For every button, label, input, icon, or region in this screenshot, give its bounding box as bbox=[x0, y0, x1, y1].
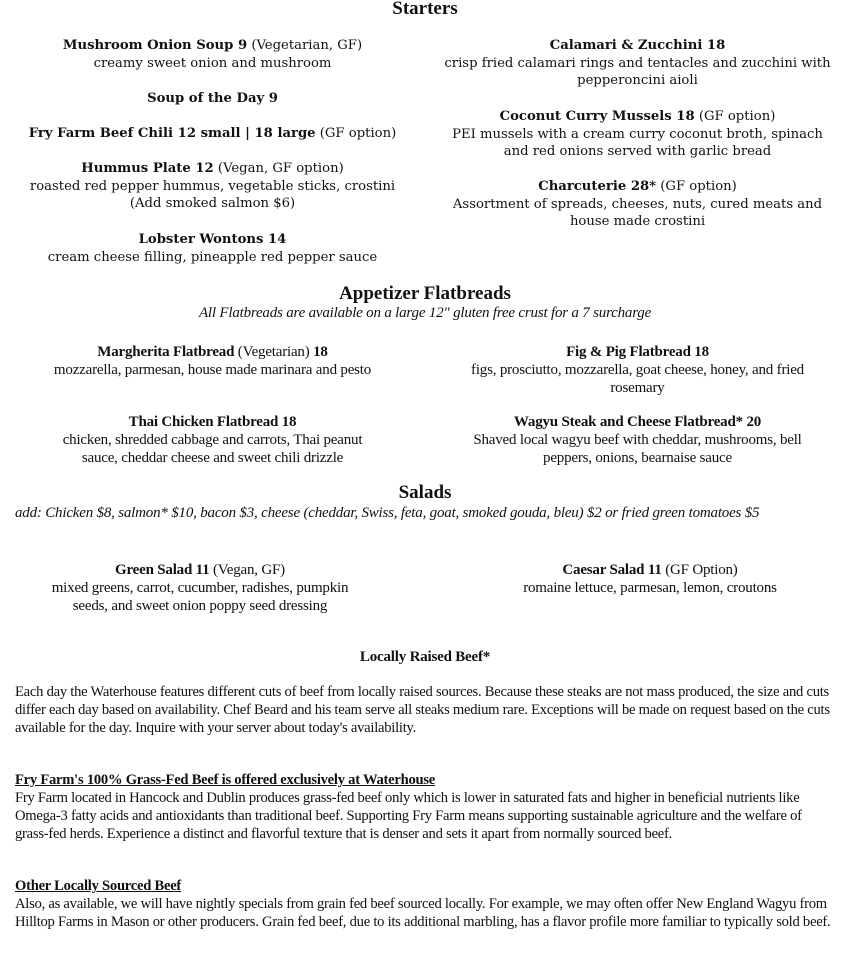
menu-item bbox=[425, 108, 850, 161]
item-desc: figs, prosciutto, mozzarella, goat cheese, honey, and fried bbox=[471, 362, 804, 378]
item-desc: cream cheese filling, pineapple red pepper sauce bbox=[47, 249, 378, 265]
section-title-starters: Starters bbox=[392, 0, 458, 19]
other-beef-body: Also, as available, we will have nightly specials from grain fed beef sourced locally. For example, we may often offer New England Wagyu from Hilltop Farms in Mason or other producers. Grain fed beef, due to its additional marbling, has a flavor profile more familiar to typically sold beef. bbox=[15, 896, 831, 930]
fry-farm-body: Fry Farm located in Hancock and Dublin produces grass-fed beef only which is lower in saturated fats and higher in beneficial nutrients like Omega-3 fatty acids and antioxidants than traditional beef. Supporting Fry Farm means supporting sustainable agriculture and the welfare of grass-fed herds. Experience a distinct and flavorful texture that is denser and sets it apart from normally sourced beef. bbox=[15, 790, 802, 842]
item-tag: (Vegan, GF) bbox=[209, 562, 285, 578]
item-tag: (Vegetarian) bbox=[234, 344, 314, 360]
menu-item bbox=[0, 90, 425, 108]
beef-intro-paragraph: Each day the Waterhouse features different cuts of beef from locally raised sources. Because these steaks are not mass produced, the size and cuts differ each day based on availability. Chef Beard and his team serve all steaks medium rare. Exceptions will be made on request based on the cuts available for the day. Inquire with your server about today's availability. bbox=[15, 684, 830, 736]
item-desc: crisp fried calamari rings and tentacles and zucchini with bbox=[444, 55, 831, 71]
item-name: Charcuterie 28* bbox=[538, 179, 657, 194]
other-beef-block bbox=[15, 877, 835, 931]
item-desc: pepperoncini aioli bbox=[577, 73, 698, 88]
item-desc: house made crostini bbox=[569, 214, 706, 229]
section-title-beef: Locally Raised Beef* bbox=[359, 649, 491, 665]
item-desc: Assortment of spreads, cheeses, nuts, cured meats and bbox=[452, 196, 823, 212]
flatbread-note: All Flatbreads are available on a large 12" gluten free crust for a 7 surcharge bbox=[198, 305, 652, 321]
item-name: Calamari & Zucchini 18 bbox=[549, 38, 726, 53]
item-desc: PEI mussels with a cream curry coconut broth, spinach bbox=[452, 126, 823, 142]
item-price: 18 bbox=[313, 344, 328, 360]
item-desc: peppers, onions, bearnaise sauce bbox=[543, 450, 732, 466]
item-desc: and red onions served with garlic bread bbox=[503, 144, 772, 159]
fry-farm-block bbox=[15, 771, 835, 843]
item-name: Fry Farm Beef Chili 12 small | 18 large bbox=[28, 126, 316, 141]
item-desc: chicken, shredded cabbage and carrots, Thai peanut bbox=[62, 432, 363, 448]
menu-item bbox=[450, 561, 850, 597]
item-tag: (GF option) bbox=[315, 126, 397, 141]
menu-item bbox=[0, 343, 425, 379]
item-name: Caesar Salad 11 bbox=[562, 562, 662, 578]
item-desc: sauce, cheddar cheese and sweet chili drizzle bbox=[81, 450, 344, 466]
salad-addons-note: add: Chicken $8, salmon* $10, bacon $3, cheese (cheddar, Swiss, feta, goat, smoked gouda, bleu) $2 or fried green tomatoes $5 bbox=[15, 505, 760, 521]
item-name: Thai Chicken Flatbread 18 bbox=[128, 414, 297, 430]
item-desc: (Add smoked salmon $6) bbox=[129, 196, 296, 211]
item-name: Lobster Wontons 14 bbox=[138, 232, 287, 247]
menu-item bbox=[425, 178, 850, 231]
item-tag: (GF option) bbox=[656, 179, 737, 194]
item-desc: rosemary bbox=[610, 380, 665, 396]
section-title-flatbreads: Appetizer Flatbreads bbox=[339, 283, 511, 304]
menu-item bbox=[425, 37, 850, 90]
item-tag: (GF Option) bbox=[661, 562, 738, 578]
item-name: Soup of the Day 9 bbox=[147, 91, 278, 106]
item-name: Mushroom Onion Soup 9 bbox=[62, 38, 248, 53]
fry-farm-heading: Fry Farm's 100% Grass-Fed Beef is offered exclusively at Waterhouse bbox=[15, 772, 436, 788]
menu-item bbox=[425, 413, 850, 467]
item-tag: (GF option) bbox=[694, 109, 776, 124]
item-name: Hummus Plate 12 bbox=[81, 161, 214, 176]
menu-item bbox=[0, 160, 425, 213]
item-desc: mozzarella, parmesan, house made marinara and pesto bbox=[53, 362, 372, 378]
menu-item bbox=[425, 343, 850, 397]
item-desc: seeds, and sweet onion poppy seed dressing bbox=[72, 598, 328, 614]
other-beef-heading: Other Locally Sourced Beef bbox=[15, 878, 182, 894]
menu-item bbox=[0, 37, 425, 72]
item-desc: Shaved local wagyu beef with cheddar, mushrooms, bell bbox=[473, 432, 802, 448]
menu-item bbox=[0, 561, 400, 615]
item-name: Green Salad 11 bbox=[115, 562, 210, 578]
item-desc: mixed greens, carrot, cucumber, radishes, pumpkin bbox=[51, 580, 349, 596]
item-desc: roasted red pepper hummus, vegetable sticks, crostini bbox=[29, 178, 396, 194]
item-name: Fig & Pig Flatbread 18 bbox=[566, 344, 709, 360]
menu-item bbox=[0, 125, 425, 143]
item-tag: (Vegan, GF option) bbox=[213, 161, 344, 176]
menu-item bbox=[0, 413, 425, 467]
item-name: Coconut Curry Mussels 18 bbox=[499, 109, 695, 124]
item-tag: (Vegetarian, GF) bbox=[247, 38, 363, 53]
item-name: Wagyu Steak and Cheese Flatbread* 20 bbox=[513, 414, 762, 430]
section-title-salads: Salads bbox=[398, 482, 452, 503]
menu-item bbox=[0, 231, 425, 266]
item-desc: creamy sweet onion and mushroom bbox=[93, 55, 332, 71]
item-name: Margherita Flatbread bbox=[97, 344, 235, 360]
item-desc: romaine lettuce, parmesan, lemon, croutons bbox=[523, 580, 777, 596]
